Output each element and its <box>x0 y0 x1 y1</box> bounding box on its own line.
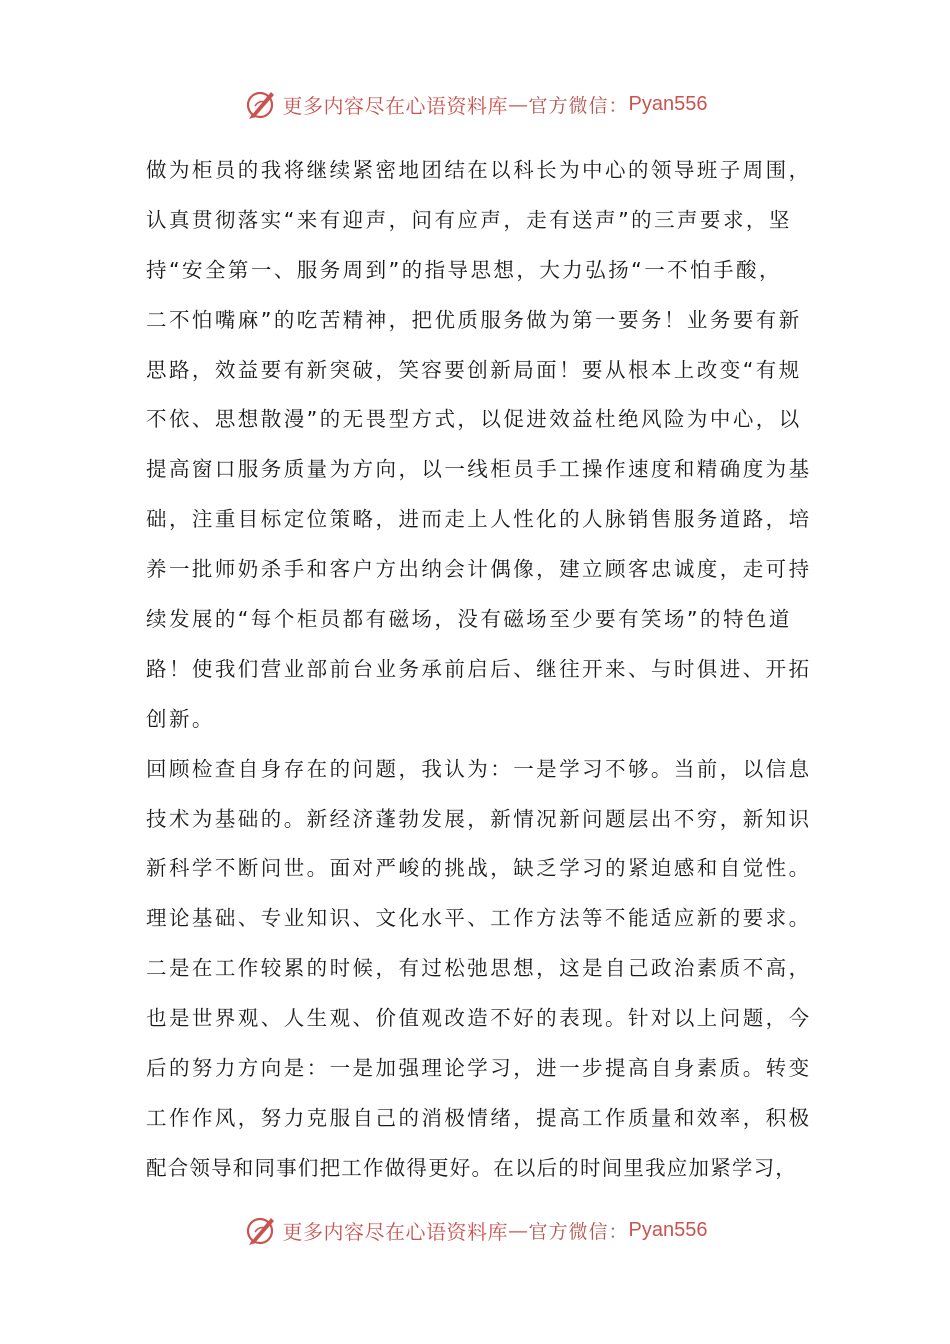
text-line: 二是在工作较累的时候，有过松弛思想，这是自己政治素质不高， <box>146 956 812 981</box>
text-line: 做为柜员的我将继续紧密地团结在以科长为中心的领导班子周围， <box>146 158 812 182</box>
text-line: 二不怕嘴麻”的吃苦精神，把优质服务做为第一要务！业务要有新 <box>146 307 802 332</box>
text-line: 理论基础、专业知识、文化水平、工作方法等不能适应新的要求。 <box>146 906 812 931</box>
footer-wechat-label: 官方微信： <box>528 1220 629 1243</box>
text-line: 持“安全第一、服务周到”的指导思想，大力弘扬“一不怕手酸， <box>146 257 782 282</box>
text-line: 不依、思想散漫”的无畏型方式，以促进效益杜绝风险为中心，以 <box>146 407 802 432</box>
header-wechat-id: Pyan556 <box>628 92 708 115</box>
header-dash: — <box>508 92 529 116</box>
text-line: 创新。 <box>146 706 215 731</box>
text-line: 配合领导和同事们把工作做得更好。在以后的时间里我应加紧学习， <box>146 1155 797 1180</box>
text-line: 思路，效益要有新突破，笑容要创新局面！要从根本上改变“有规 <box>146 357 802 382</box>
text-line: 提高窗口服务质量为方向，以一线柜员手工操作速度和精确度为基 <box>146 457 812 482</box>
header-site-text: 更多内容尽在心语资料库 <box>282 93 508 118</box>
pen-logo-icon <box>243 86 279 122</box>
header-wechat-label: 官方微信： <box>528 94 629 117</box>
text-line: 工作作风，努力克服自己的消极情绪，提高工作质量和效率，积极 <box>146 1105 812 1130</box>
text-line: 回顾检查自身存在的问题，我认为：一是学习不够。当前，以信息 <box>146 756 812 781</box>
footer-dash: — <box>508 1218 529 1242</box>
header-banner <box>0 84 950 124</box>
text-line: 后的努力方向是：一是加强理论学习，进一步提高自身素质。转变 <box>146 1056 812 1081</box>
document-body <box>146 146 810 1194</box>
footer-banner <box>0 1210 950 1250</box>
text-line: 续发展的“每个柜员都有磁场，没有磁场至少要有笑场”的特色道 <box>146 607 792 632</box>
pen-logo-icon <box>243 1212 279 1248</box>
text-line: 路！使我们营业部前台业务承前启后、继往开来、与时俱进、开拓 <box>146 656 812 681</box>
text-line: 也是世界观、人生观、价值观改造不好的表现。针对以上问题，今 <box>146 1006 812 1031</box>
text-line: 养一批师奶杀手和客户方出纳会计偶像，建立顾客忠诚度，走可持 <box>146 557 812 582</box>
text-line: 技术为基础的。新经济蓬勃发展，新情况新问题层出不穷，新知识 <box>146 806 812 831</box>
footer-wechat-id: Pyan556 <box>628 1218 708 1241</box>
footer-site-text: 更多内容尽在心语资料库 <box>282 1219 508 1244</box>
text-line: 认真贯彻落实“来有迎声，问有应声，走有送声”的三声要求，坚 <box>146 207 792 232</box>
text-line: 础，注重目标定位策略，进而走上人性化的人脉销售服务道路，培 <box>146 507 812 532</box>
text-line: 新科学不断问世。面对严峻的挑战，缺乏学习的紧迫感和自觉性。 <box>146 856 812 881</box>
